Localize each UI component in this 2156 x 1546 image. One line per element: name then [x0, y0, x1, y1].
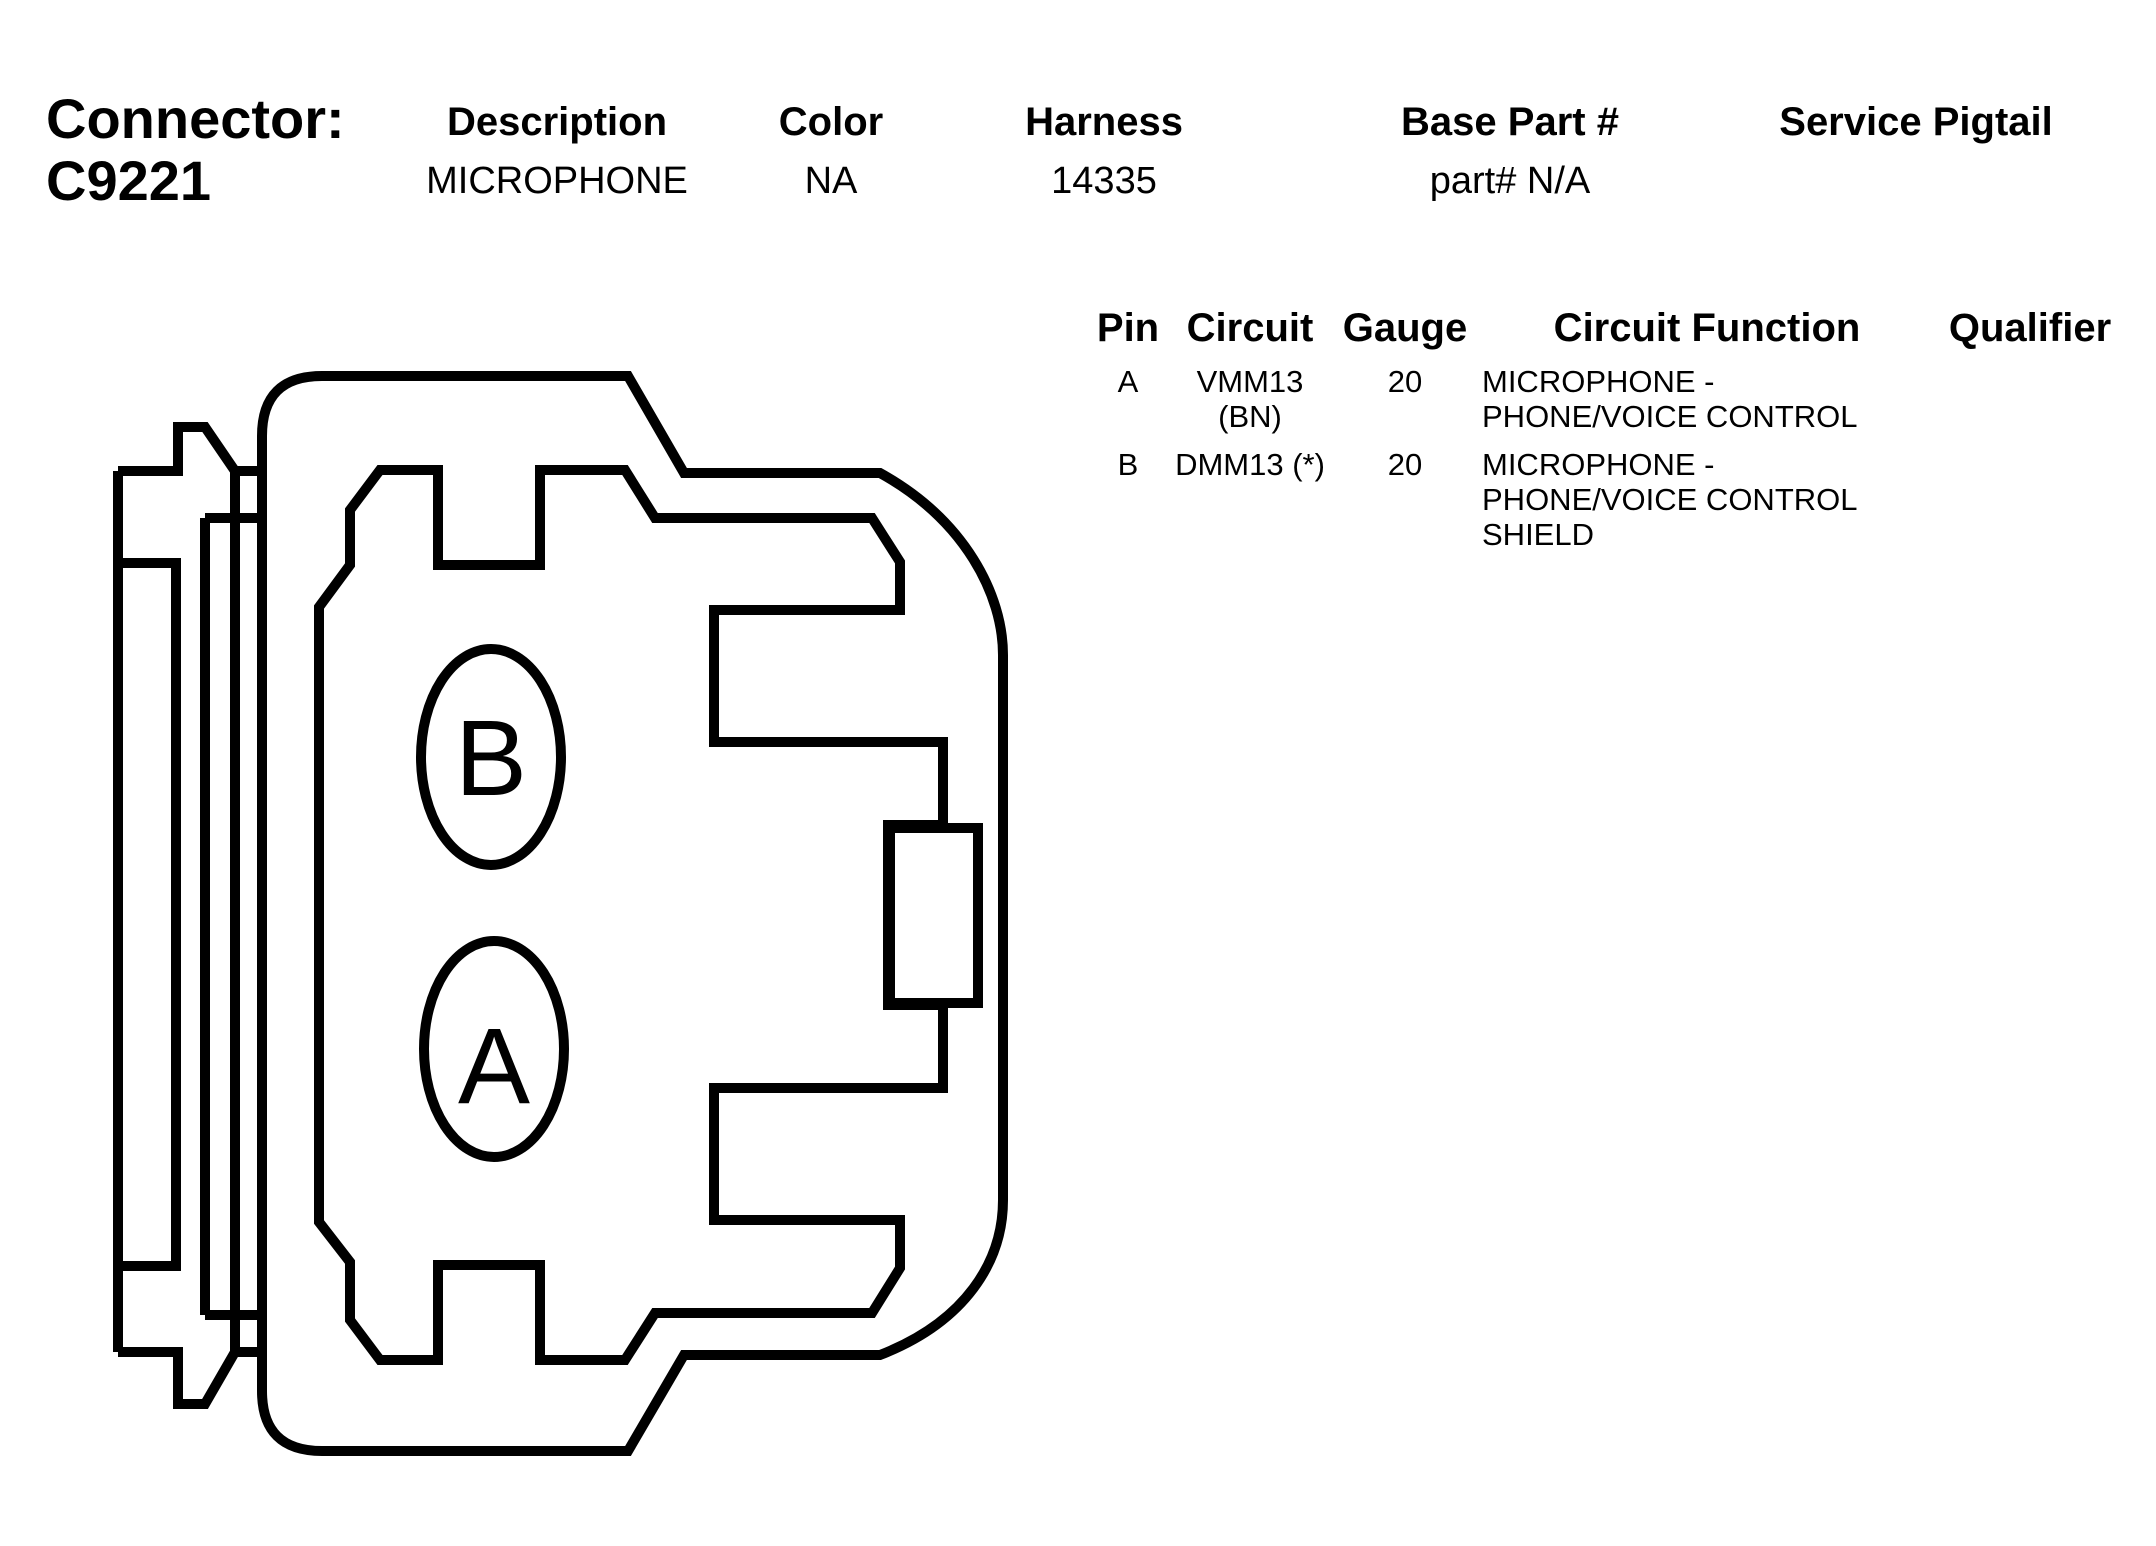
- table-row-b-pin: B: [1117, 447, 1139, 482]
- description-label: Description: [446, 100, 668, 144]
- left-flange-slot: [118, 563, 176, 1266]
- base-part-label: Base Part #: [1401, 100, 1619, 144]
- function-line: PHONE/VOICE CONTROL: [1482, 482, 1858, 517]
- pin-a-cavity: [424, 941, 564, 1157]
- harness-label: Harness: [1025, 100, 1183, 144]
- function-line: MICROPHONE -: [1482, 364, 1715, 399]
- connector-inner-cavity: [319, 470, 943, 1360]
- function-line: SHIELD: [1482, 517, 1594, 552]
- base-part-value: part# N/A: [1429, 160, 1591, 202]
- table-row-b-gauge: 20: [1387, 447, 1423, 482]
- connector-label: Connector:: [46, 87, 345, 150]
- table-row-a-gauge: 20: [1387, 364, 1423, 399]
- description-value: MICROPHONE: [426, 160, 688, 202]
- service-pigtail-label: Service Pigtail: [1779, 100, 2053, 144]
- left-flange-outer-bottom: [118, 1352, 262, 1404]
- pin-a-label: A: [457, 1005, 531, 1126]
- circuit-line: DMM13 (*): [1175, 447, 1325, 482]
- pin-b-label: B: [454, 697, 528, 818]
- table-row-a-pin: A: [1117, 364, 1139, 399]
- color-value: NA: [804, 160, 858, 202]
- latch-window: [890, 828, 978, 1003]
- circuit-line: (BN): [1218, 399, 1282, 434]
- col-header-circuit: Circuit: [1186, 306, 1314, 350]
- harness-value: 14335: [1051, 160, 1157, 202]
- col-header-pin: Pin: [1096, 306, 1160, 350]
- connector-id: C9221: [46, 149, 212, 212]
- function-line: PHONE/VOICE CONTROL: [1482, 399, 1858, 434]
- pin-b-cavity: [421, 649, 561, 865]
- function-line: MICROPHONE -: [1482, 447, 1715, 482]
- circuit-line: VMM13: [1196, 364, 1304, 399]
- col-header-qualifier: Qualifier: [1948, 306, 2112, 350]
- color-label: Color: [778, 100, 884, 144]
- col-header-gauge: Gauge: [1342, 306, 1468, 350]
- col-header-circuit-function: Circuit Function: [1553, 306, 1861, 350]
- left-flange-outer: [118, 427, 262, 471]
